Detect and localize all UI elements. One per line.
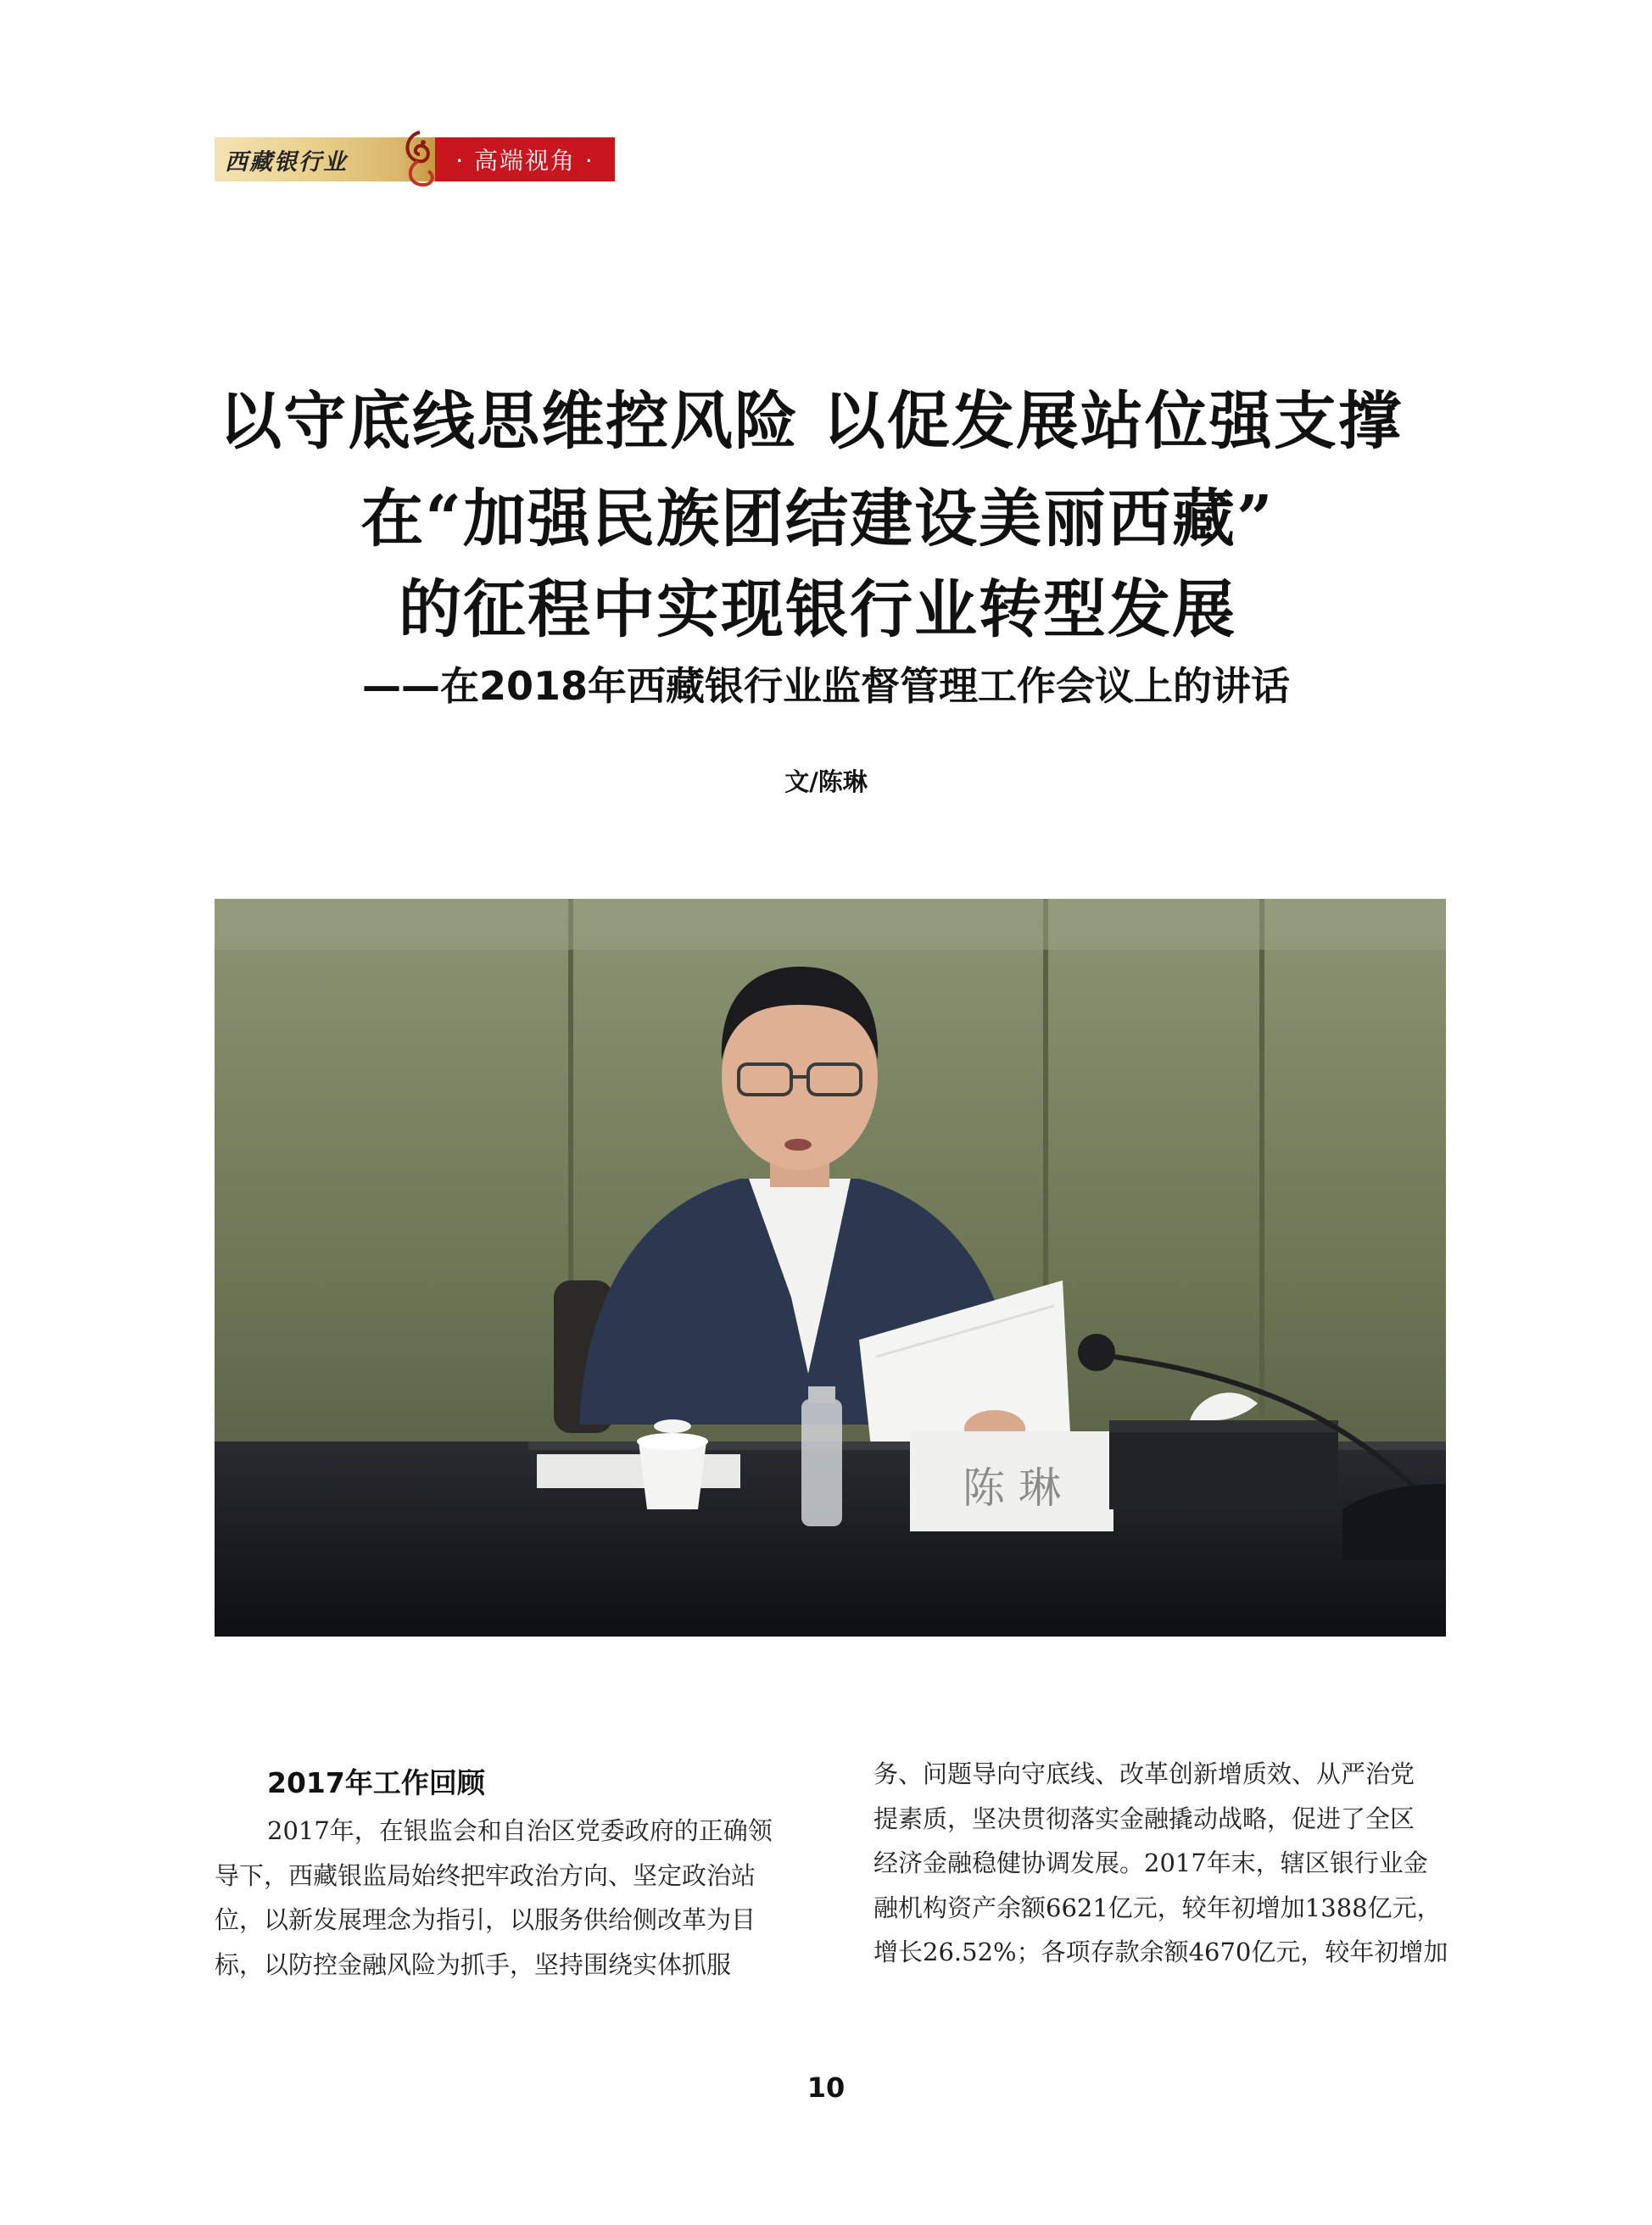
article-photo (215, 899, 1446, 1637)
page-number: 10 (806, 2072, 846, 2104)
ornament-icon (401, 137, 435, 181)
right-column-line: 提素质，坚决贯彻落实金融撬动战略，促进了全区 (873, 1804, 1415, 1833)
article-title-line-1: 以守底线思维控风险 以促发展站位强支撑 (219, 385, 1403, 458)
left-column (215, 1809, 783, 1987)
nameplate-text: 陈 琳 (963, 1464, 1061, 1513)
left-column-line: 导下，西藏银监局始终把牢政治方向、坚定政治站 (215, 1860, 756, 1890)
article-subtitle: ——在2018年西藏银行业监督管理工作会议上的讲话 (361, 663, 1291, 709)
section-label: · 高端视角 · (455, 147, 594, 175)
article-title-line-2: 在“加强民族团结建设美丽西藏” (360, 482, 1275, 555)
byline: 文/陈琳 (784, 767, 868, 796)
right-column-line: 增长26.52%；各项存款余额4670亿元，较年初增加 (873, 1938, 1448, 1967)
article-title-line-3: 的征程中实现银行业转型发展 (399, 573, 1236, 646)
right-column-line: 经济金融稳健协调发展。2017年末，辖区银行业金 (873, 1849, 1428, 1878)
right-column (873, 1752, 1450, 1975)
banner-brand-area (215, 137, 401, 181)
photo-illustration (215, 899, 1446, 1637)
section-heading: 2017年工作回顾 (267, 1766, 485, 1799)
magazine-brand: 西藏银行业 (225, 148, 348, 176)
left-column-line: 标，以防控金融风险为抓手，坚持围绕实体抓服 (215, 1949, 732, 1979)
banner-section-area (435, 137, 615, 181)
left-column-line: 2017年，在银监会和自治区党委政府的正确领 (267, 1816, 773, 1845)
left-column-line: 位，以新发展理念为指引，以服务供给侧改革为目 (215, 1905, 756, 1935)
right-column-line: 融机构资产余额6621亿元，较年初增加1388亿元， (873, 1893, 1442, 1922)
right-column-line: 务、问题导向守底线、改革创新增质效、从严治党 (873, 1759, 1415, 1788)
header-banner (215, 137, 615, 181)
